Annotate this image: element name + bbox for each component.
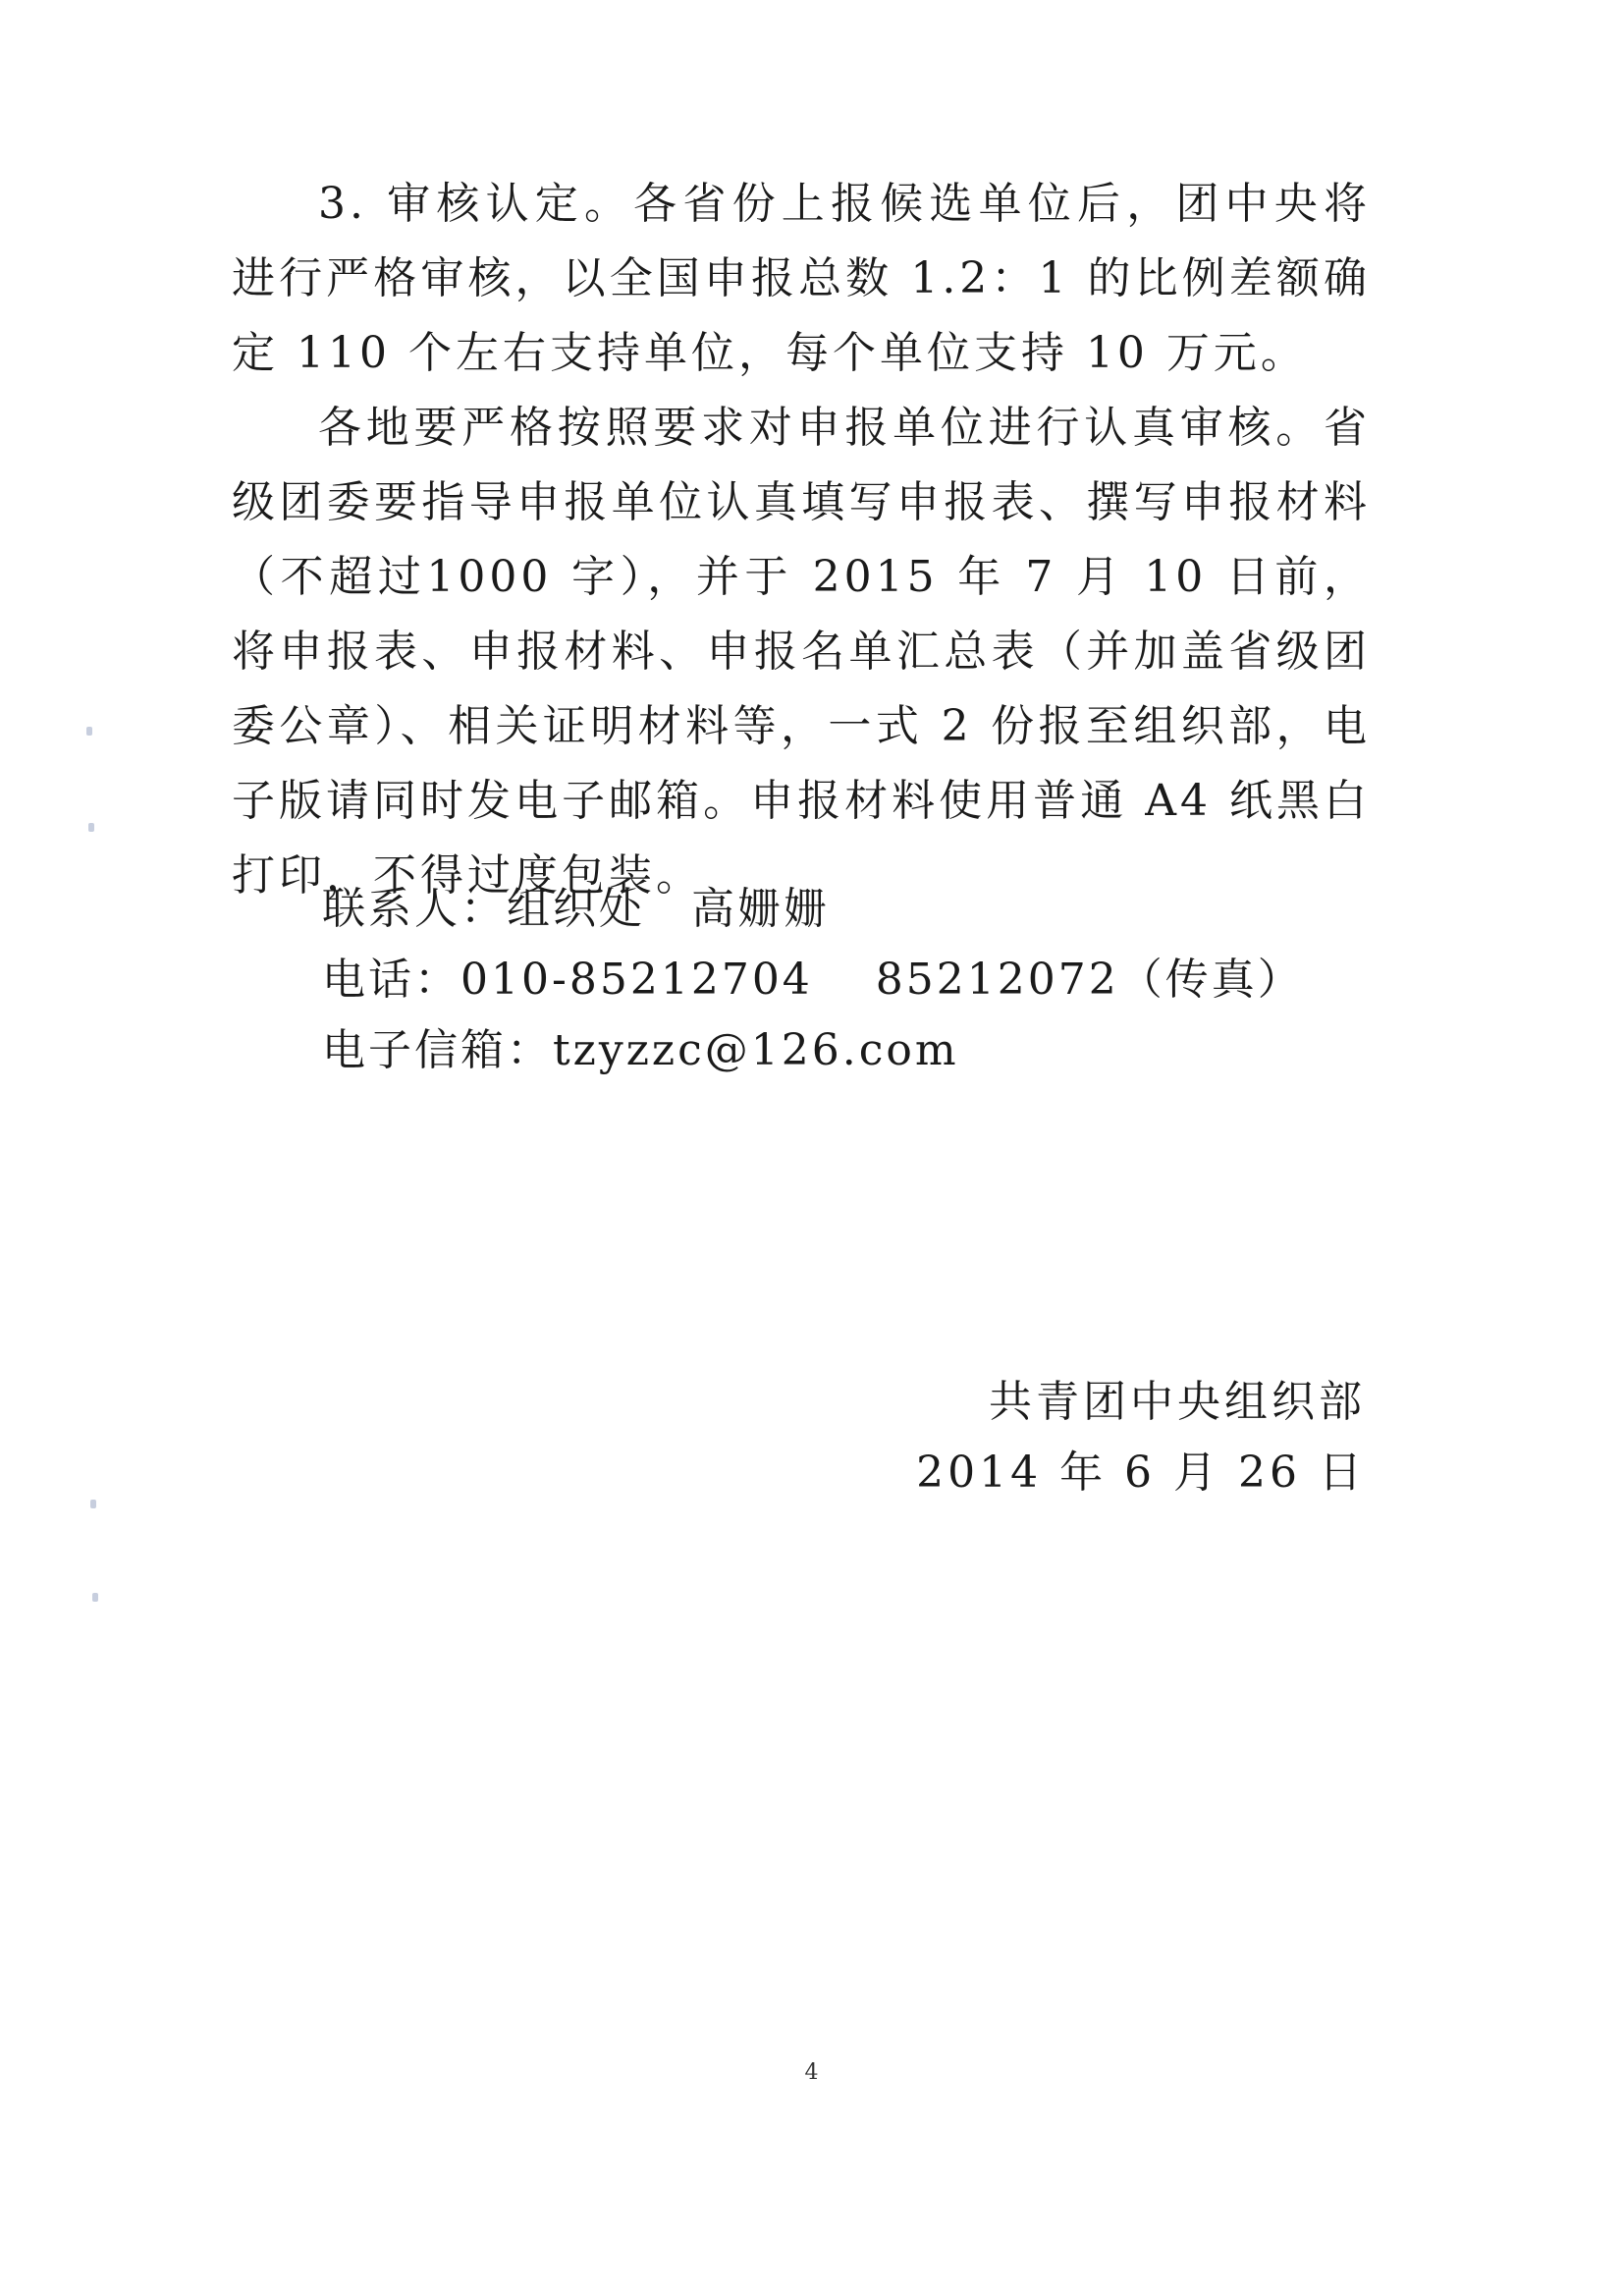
scan-mark	[92, 1593, 98, 1602]
signature-block	[916, 1367, 1366, 1508]
scan-mark	[88, 823, 94, 832]
paragraph-review: 3. 审核认定。各省份上报候选单位后，团中央将进行严格审核，以全国申报总数 1.2：1 的比例差额确定 110 个左右支持单位，每个单位支持 10 万元。	[232, 179, 1371, 378]
issuing-organization: 共青团中央组织部	[989, 1377, 1366, 1427]
page-number: 4	[804, 2060, 819, 2085]
contact-phone: 电话：010-85212704 85212072（传真）	[322, 955, 1304, 1005]
contact-email: 电子信箱：tzyzzc@126.com	[322, 1025, 959, 1075]
contact-block	[322, 874, 1304, 1086]
scan-mark	[86, 727, 92, 736]
contact-person: 联系人：组织处 高姗姗	[322, 884, 830, 934]
paragraph-requirements: 各地要严格按照要求对申报单位进行认真审核。省级团委要指导申报单位认真填写申报表、撰写申报材料（不超过1000 字），并于 2015 年 7 月 10 日前，将申报表、申报材料、申报名单汇总表（并加盖省级团委公章）、相关证明材料等，一式 2 份报至组织部，电子版请同时发电子邮箱。申报材料使用普通 A4 纸黑白打印，不得过度包装。	[232, 403, 1371, 901]
body-text	[232, 167, 1371, 913]
issue-date: 2014 年 6 月 26 日	[916, 1448, 1366, 1498]
scan-mark	[90, 1500, 96, 1508]
